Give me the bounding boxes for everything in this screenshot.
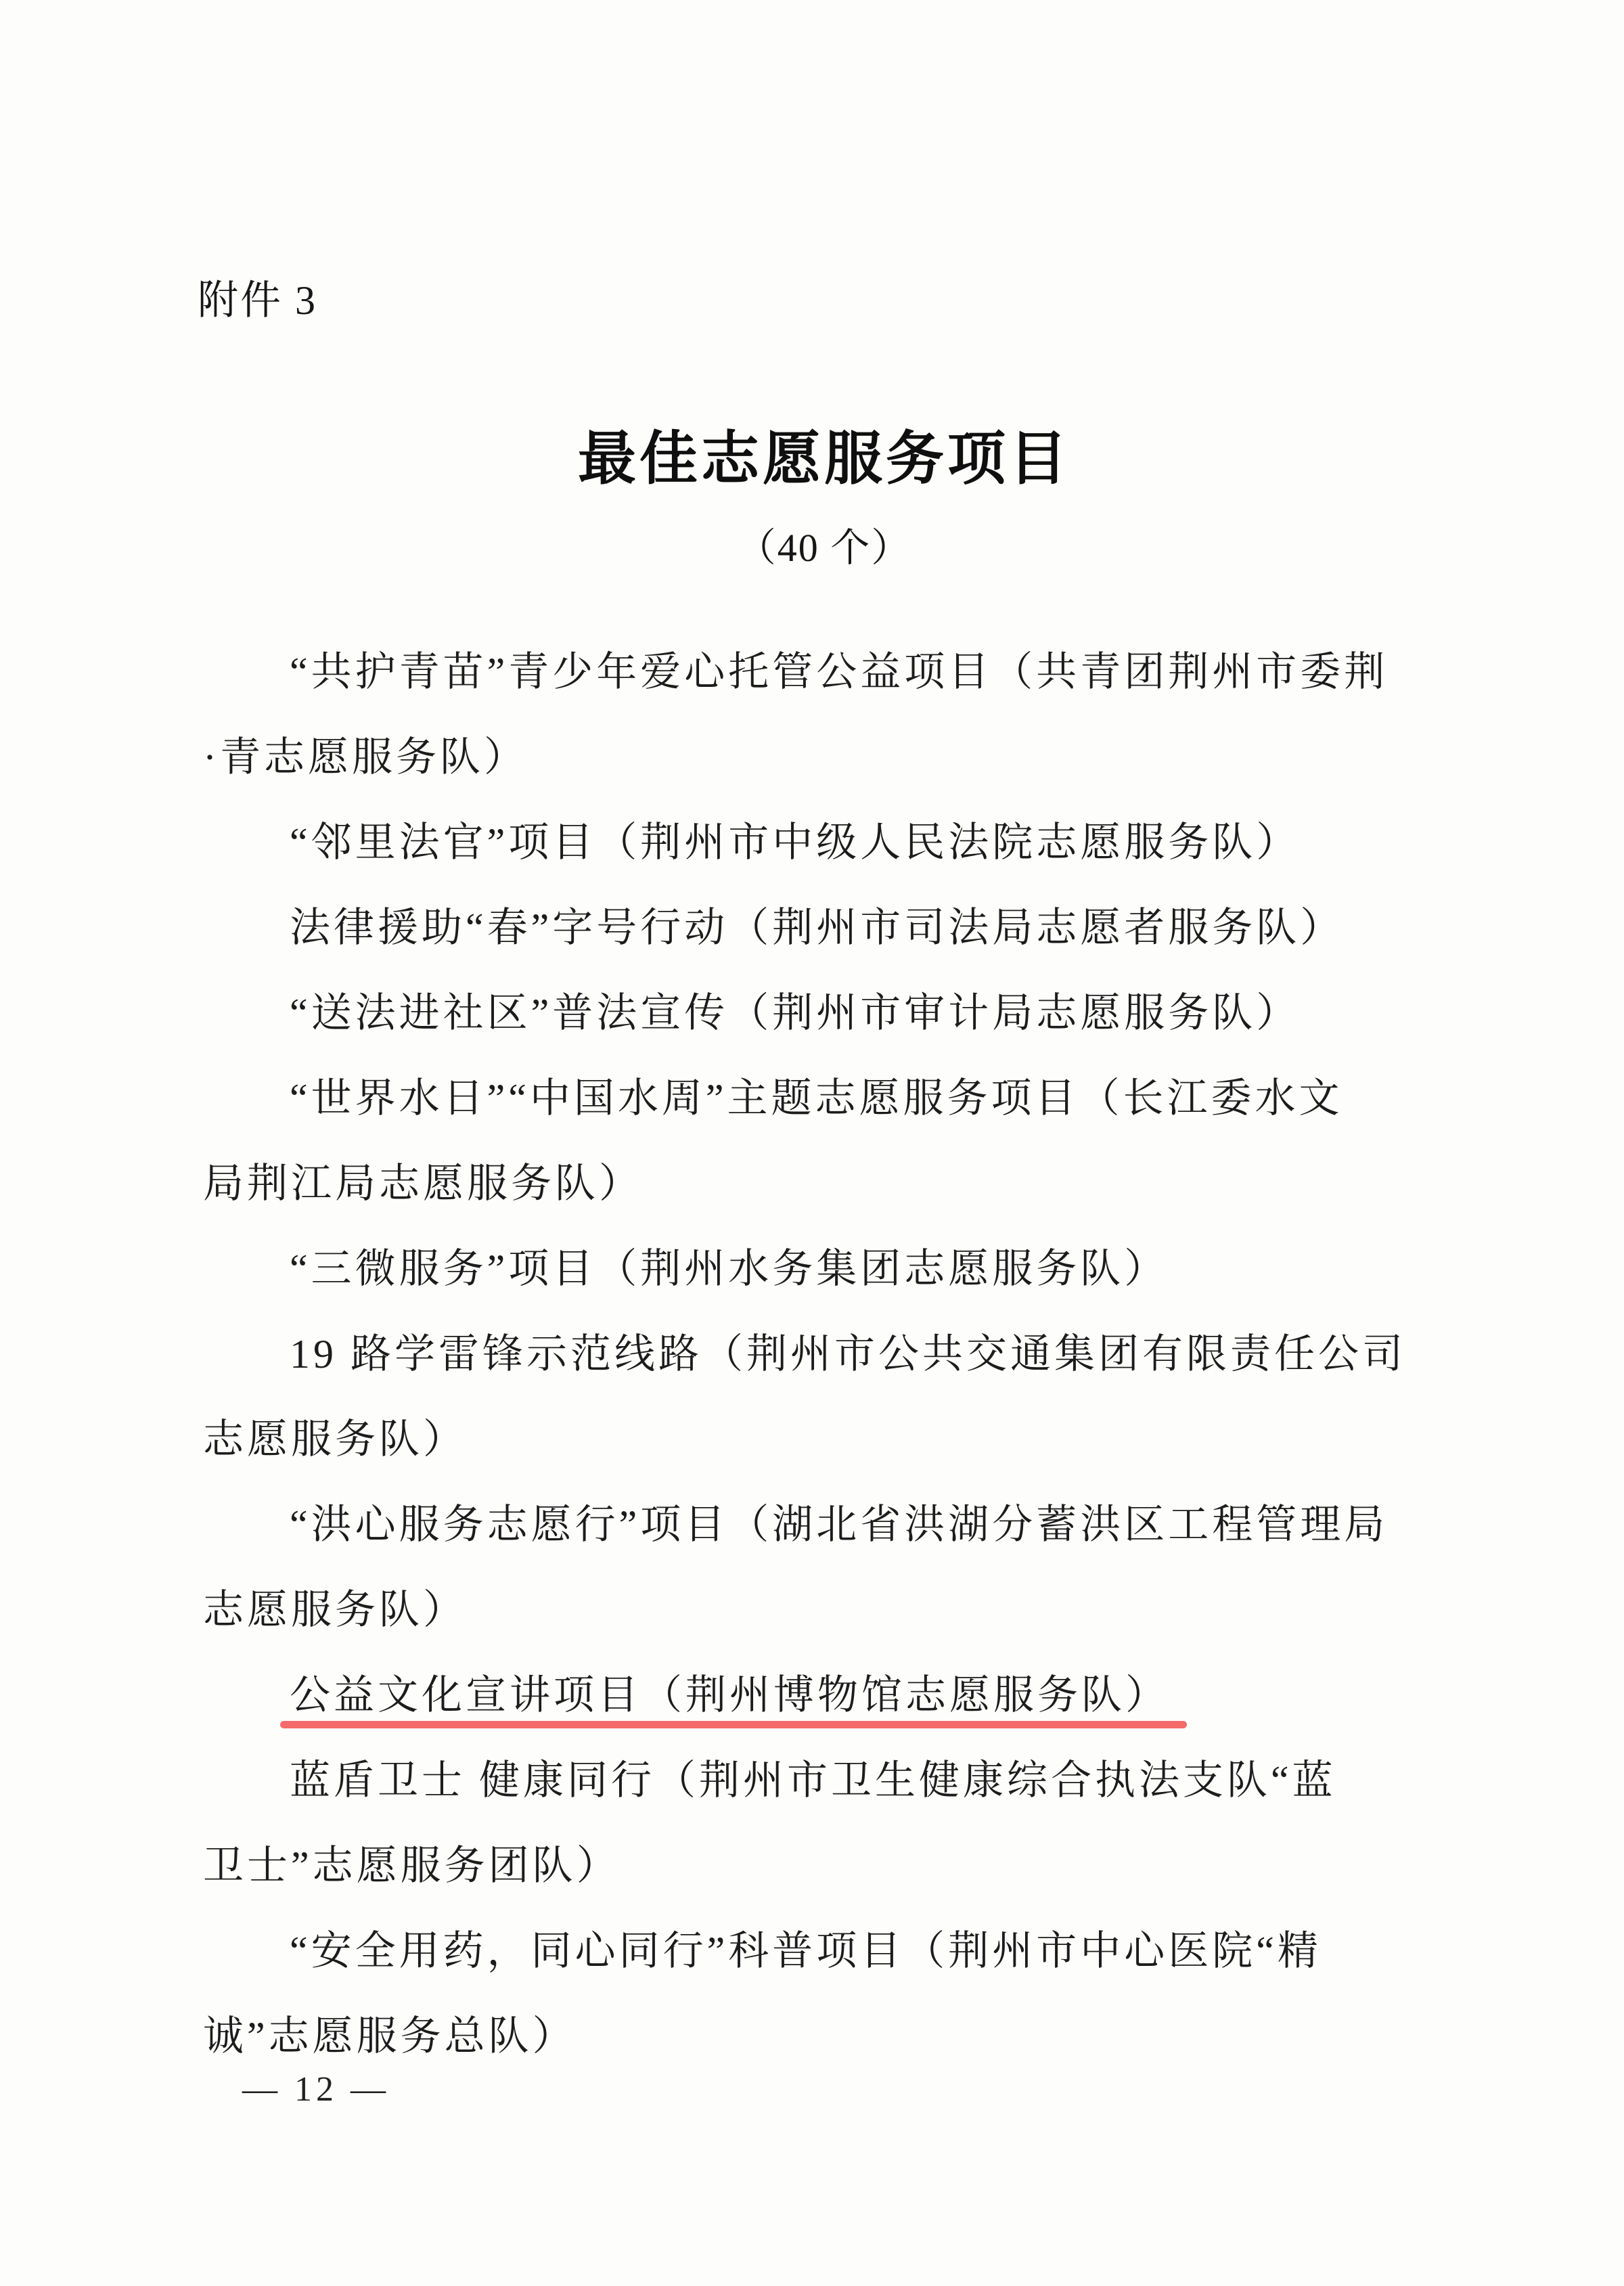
project-line-text: 局荆江局志愿服务队） [203,1161,643,1206]
project-line-text: 卫士”志愿服务团队） [203,1843,621,1888]
project-line-text: 诚”志愿服务总队） [203,2014,577,2059]
project-line [203,1312,1445,1397]
project-line [203,1141,1445,1226]
project-line-text: “洪心服务志愿行”项目（湖北省洪湖分蓄洪区工程管理局 [290,1502,1389,1547]
page-number: — 12 — [242,2070,390,2109]
project-line [203,1056,1445,1141]
project-line-text: 法律援助“春”字号行动（荆州市司法局志愿者服务队） [290,905,1345,950]
project-line-text: “共护青苗”青少年爱心托管公益项目（共青团荆州市委荆 [290,650,1389,694]
project-line [203,970,1445,1056]
highlighted-project-text: 公益文化宣讲项目（荆州博物馆志愿服务队） [290,1673,1169,1718]
project-line-text: “邻里法官”项目（荆州市中级人民法院志愿服务队） [290,820,1301,865]
project-line-text: “安全用药，同心同行”科普项目（荆州市中心医院“精 [290,1929,1322,1973]
project-line [203,1567,1445,1653]
project-line [203,1653,1445,1738]
project-list [203,629,1445,2079]
project-line [203,885,1445,970]
project-line [203,1994,1445,2079]
project-line [203,1823,1445,1908]
project-line-text: “三微服务”项目（荆州水务集团志愿服务队） [290,1247,1169,1291]
project-line-text: 志愿服务队） [203,1417,467,1462]
project-line-text: 志愿服务队） [203,1588,467,1632]
red-underline-mark [280,1721,1187,1728]
attachment-label: 附件 3 [198,278,317,323]
project-line [203,800,1445,885]
project-line-text: ·青志愿服务队） [203,735,528,780]
project-line [203,1397,1445,1482]
project-line [203,715,1445,800]
project-line [203,1482,1445,1567]
project-line-text: “送法进社区”普法宣传（荆州市审计局志愿服务队） [290,991,1301,1035]
page-title: 最佳志愿服务项目 [578,426,1070,491]
project-line-text: “世界水日”“中国水周”主题志愿服务项目（长江委水文 [290,1076,1343,1121]
project-line [203,1226,1445,1312]
project-line-text: 19 路学雷锋示范线路（荆州市公共交通集团有限责任公司 [290,1332,1406,1376]
project-line-text: 蓝盾卫士 健康同行（荆州市卫生健康综合执法支队“蓝 [290,1758,1336,1803]
project-line [203,629,1445,715]
title-count: （40 个） [736,526,912,570]
project-line [203,1908,1445,1994]
project-line [203,1738,1445,1823]
